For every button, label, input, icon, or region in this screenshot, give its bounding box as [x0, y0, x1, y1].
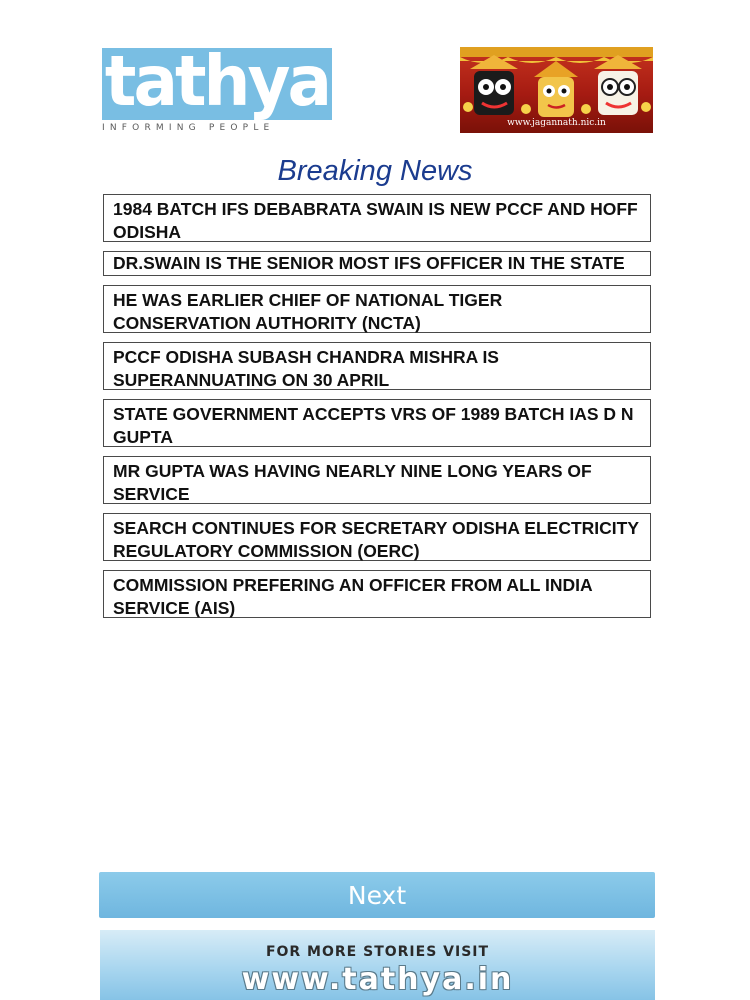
news-item[interactable]: HE WAS EARLIER CHIEF OF NATIONAL TIGER CONSERVATION AUTHORITY (NCTA) [103, 285, 651, 333]
news-item[interactable]: 1984 BATCH IFS DEBABRATA SWAIN IS NEW PCCF AND HOFF ODISHA [103, 194, 651, 242]
news-item[interactable]: STATE GOVERNMENT ACCEPTS VRS OF 1989 BATCH IAS D N GUPTA [103, 399, 651, 447]
news-item[interactable]: PCCF ODISHA SUBASH CHANDRA MISHRA IS SUPERANNUATING ON 30 APRIL [103, 342, 651, 390]
news-item[interactable]: MR GUPTA WAS HAVING NEARLY NINE LONG YEARS OF SERVICE [103, 456, 651, 504]
promo-banner[interactable] [100, 930, 655, 1000]
news-item[interactable]: SEARCH CONTINUES FOR SECRETARY ODISHA ELECTRICITY REGULATORY COMMISSION (OERC) [103, 513, 651, 561]
logo-word: tathya [104, 48, 330, 120]
logo-box [102, 48, 332, 120]
news-item[interactable]: DR.SWAIN IS THE SENIOR MOST IFS OFFICER IN THE STATE [103, 251, 651, 276]
news-list [103, 194, 651, 627]
banner-url: www.jagannath.nic.in [507, 118, 606, 128]
next-button[interactable]: Next [99, 872, 655, 918]
logo-tagline: INFORMING PEOPLE [102, 123, 275, 133]
jagannath-banner[interactable] [460, 47, 653, 133]
promo-url: www.tathya.in [241, 962, 514, 997]
news-item[interactable]: COMMISSION PREFERING AN OFFICER FROM ALL INDIA SERVICE (AIS) [103, 570, 651, 618]
promo-text: FOR MORE STORIES VISIT [265, 944, 490, 960]
tathya-logo[interactable] [102, 48, 332, 134]
page-title: Breaking News [277, 155, 473, 187]
